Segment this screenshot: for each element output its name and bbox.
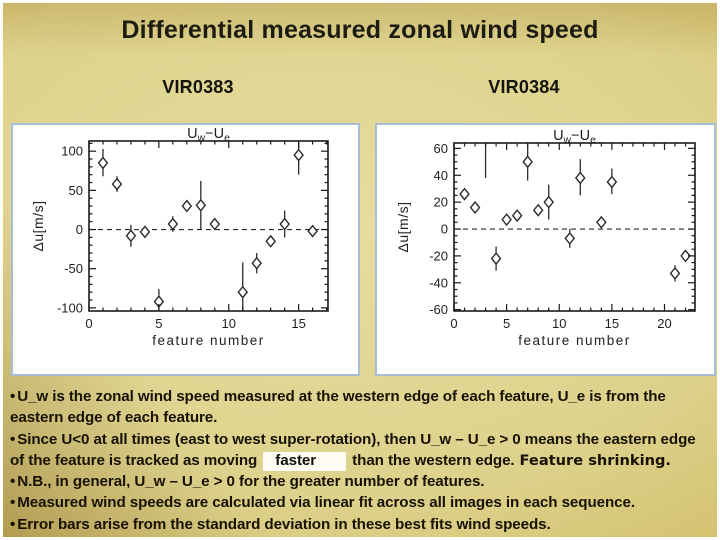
bullet-dot-icon: • xyxy=(10,494,16,512)
y-tick-label: 50 xyxy=(68,182,83,198)
diamond-marker xyxy=(597,217,606,228)
diamond-marker xyxy=(127,230,136,241)
bullet-dot-icon: • xyxy=(10,388,16,405)
diamond-marker xyxy=(168,219,177,230)
diamond-marker xyxy=(141,226,150,237)
right-chart-header: VIR0384 xyxy=(488,77,560,97)
y-tick-label: -60 xyxy=(429,302,448,318)
scatter-plot-vir0383 xyxy=(13,125,358,374)
x-axis-label: feature number xyxy=(518,333,631,348)
diamond-marker xyxy=(196,200,205,211)
x-tick-label: 5 xyxy=(503,316,511,331)
diamond-marker xyxy=(266,236,275,247)
chart-panel-vir0384 xyxy=(375,123,716,376)
note-bullet xyxy=(10,514,712,535)
note-bullet xyxy=(10,492,712,513)
diamond-marker xyxy=(534,205,543,216)
note-text: U_w is the zonal wind speed measured at the western edge of each feature, U_e is from the eastern edge of each feature. xyxy=(10,388,666,427)
note-text: Error bars arise from the standard deviation in these best fits wind speeds. xyxy=(17,515,551,533)
diamond-marker xyxy=(671,268,680,279)
y-tick-label: -100 xyxy=(56,300,83,316)
chart-title: $U_w-U_e$ xyxy=(187,126,230,144)
x-tick-label: 0 xyxy=(85,316,93,331)
x-tick-label: 10 xyxy=(221,316,237,331)
diamond-marker xyxy=(308,226,317,237)
diamond-marker xyxy=(210,219,219,230)
notes-list xyxy=(10,386,712,535)
y-tick-label: 0 xyxy=(75,222,83,238)
y-axis-label: Δu[m/s] xyxy=(395,201,411,253)
diamond-marker xyxy=(99,158,108,169)
note-text: Measured wind speeds are calculated via linear fit across all images in each sequence. xyxy=(17,494,635,512)
x-tick-label: 15 xyxy=(604,316,620,331)
note-bullet xyxy=(10,429,712,472)
note-bullet xyxy=(10,386,712,429)
diamond-marker xyxy=(252,258,261,269)
diamond-marker xyxy=(471,202,480,213)
axes-frame xyxy=(454,143,695,311)
y-tick-label: 100 xyxy=(61,143,83,159)
scatter-plot-vir0384 xyxy=(377,125,714,374)
x-tick-label: 0 xyxy=(450,316,458,331)
diamond-marker xyxy=(238,287,247,298)
bullet-dot-icon: • xyxy=(10,430,16,448)
bullet-dot-icon: • xyxy=(10,515,16,533)
left-chart-header: VIR0383 xyxy=(162,77,234,97)
axis-ticks xyxy=(89,141,328,311)
diamond-marker xyxy=(280,219,289,230)
bullet-dot-icon: • xyxy=(10,473,16,491)
chart-panel-vir0383 xyxy=(11,123,360,376)
data-points xyxy=(460,125,690,281)
note-text: than the western edge. xyxy=(348,451,515,469)
y-tick-label: 20 xyxy=(433,194,448,210)
appended-note: Feature shrinking. xyxy=(519,451,671,469)
axis-ticks xyxy=(454,143,695,311)
diamond-marker xyxy=(481,130,490,141)
diamond-marker xyxy=(182,201,191,212)
diamond-marker xyxy=(460,189,469,200)
x-axis-label: feature number xyxy=(152,333,265,348)
tick-labels xyxy=(57,144,306,331)
axes-frame xyxy=(89,141,328,311)
y-tick-label: 40 xyxy=(433,167,448,183)
x-tick-label: 15 xyxy=(291,316,306,331)
y-tick-label: -50 xyxy=(64,261,83,277)
diamond-marker xyxy=(607,177,616,188)
diamond-marker xyxy=(513,210,522,221)
diamond-marker xyxy=(502,214,511,225)
y-tick-label: -20 xyxy=(429,248,448,264)
y-tick-label: 60 xyxy=(433,140,448,156)
x-tick-label: 20 xyxy=(657,316,672,331)
x-tick-label: 5 xyxy=(155,316,163,331)
y-tick-label: -40 xyxy=(429,275,448,291)
note-text: Since U<0 at all times (east to west super-rotation), then U_w – U_e > 0 means the eastern edge of the feature is tracked as moving xyxy=(10,430,696,469)
tick-labels xyxy=(429,141,672,331)
note-bullet xyxy=(10,471,712,492)
x-tick-label: 10 xyxy=(552,316,567,331)
highlight-patch: faster xyxy=(263,452,346,471)
note-text: N.B., in general, U_w – U_e > 0 for the greater number of features. xyxy=(17,473,485,491)
diamond-marker xyxy=(523,156,532,167)
diamond-marker xyxy=(576,173,585,184)
diamond-marker xyxy=(544,197,553,208)
y-tick-label: 0 xyxy=(440,221,448,237)
page-title: Differential measured zonal wind speed xyxy=(121,16,599,44)
diamond-marker xyxy=(294,150,303,161)
chart-title: $U_w-U_e$ xyxy=(553,128,596,146)
diamond-marker xyxy=(113,179,122,190)
diamond-marker xyxy=(492,253,501,264)
y-axis-label: Δu[m/s] xyxy=(30,200,46,252)
diamond-marker xyxy=(565,233,574,244)
